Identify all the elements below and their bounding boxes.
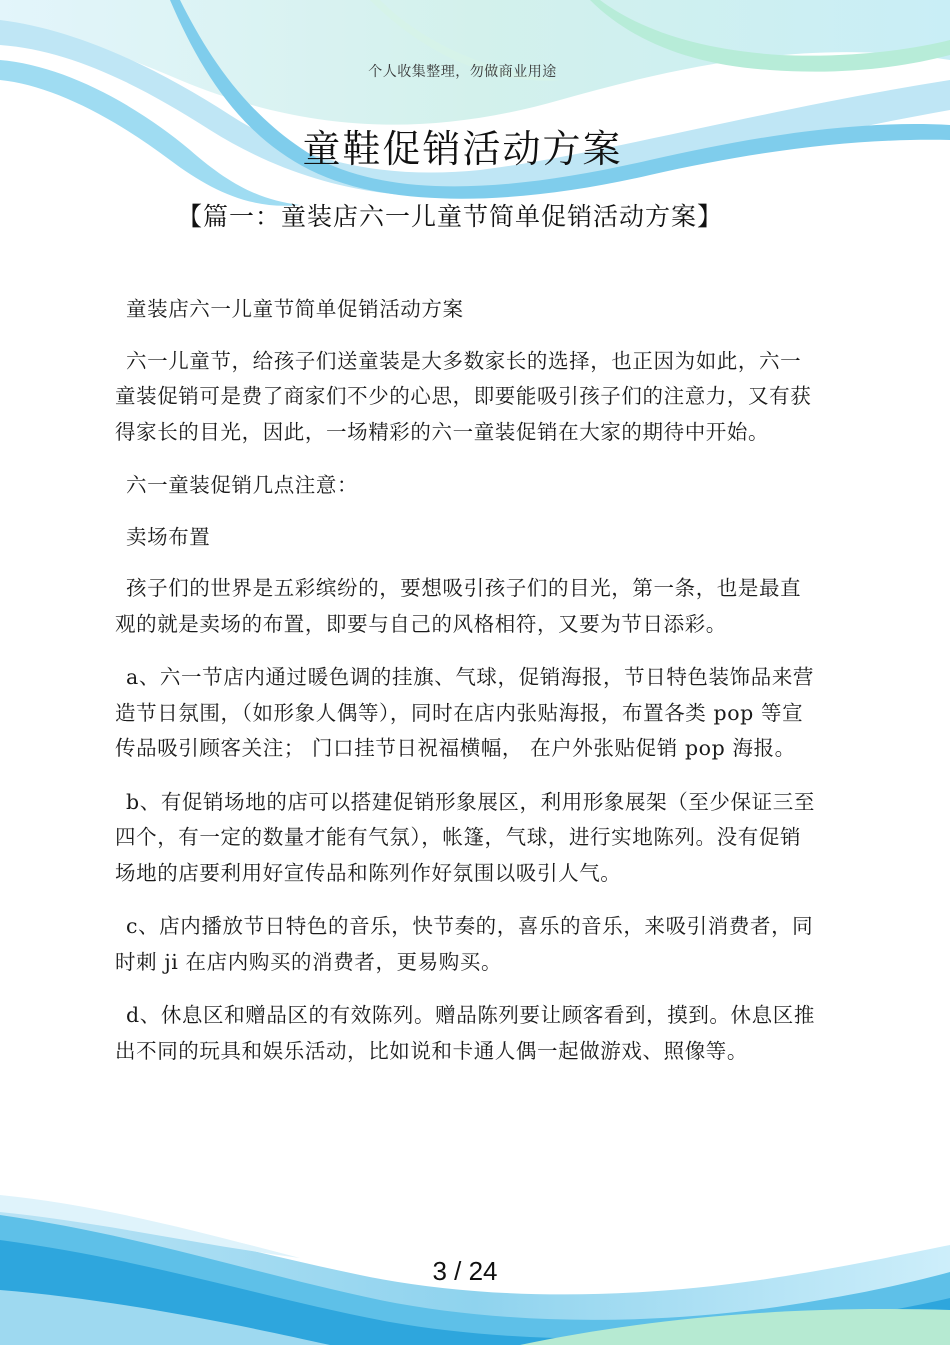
paragraph-item-c: c、店内播放节日特色的音乐，快节奏的，喜乐的音乐，来吸引消费者，同时刺 ji 在店内购买的消费者，更易购买。 <box>115 914 814 974</box>
paragraph-heading: 童装店六一儿童节简单促销活动方案 <box>126 297 464 321</box>
paragraph-section-heading: 卖场布置 <box>126 524 211 549</box>
section-subtitle: 【篇一：童装店六一儿童节简单促销活动方案】 <box>176 202 723 231</box>
watermark-note: 个人收集整理，勿做商业用途 <box>368 64 557 80</box>
paragraph-item-b: b、有促销场地的店可以搭建促销形象展区，利用形象展架（至少保证三至四个，有一定的数量才能有气氛），帐篷，气球，进行实地陈列。没有促销场地的店要利用好宣传品和陈列作好氛围以吸引人气。 <box>115 789 815 885</box>
paragraph-notes-heading: 六一童装促销几点注意： <box>126 473 359 497</box>
paragraph-item-a: a、六一节店内通过暖色调的挂旗、气球，促销海报，节日特色装饰品来营造节日氛围，（如形象人偶等），同时在店内张贴海报，布置各类 pop 等宣传品吸引顾客关注； 门口挂节日祝福横幅， 在户外张贴促销 pop 海报。 <box>115 665 815 760</box>
paragraph-intro: 六一儿童节，给孩子们送童装是大多数家长的选择，也正因为如此，六一童装促销可是费了商家们不少的心思，即要能吸引孩子们的注意力，又有获得家长的目光，因此，一场精彩的六一童装促销在大家的期待中开始。 <box>115 348 812 444</box>
document-title: 童鞋促销活动方案 <box>302 127 623 171</box>
document-body <box>115 292 815 1087</box>
paragraph-store-layout: 孩子们的世界是五彩缤纷的，要想吸引孩子们的目光，第一条，也是最直观的就是卖场的布置，即要与自己的风格相符，又要为节日添彩。 <box>115 576 802 636</box>
paragraph-item-d: d、休息区和赠品区的有效陈列。赠品陈列要让顾客看到，摸到。休息区推出不同的玩具和娱乐活动，比如说和卡通人偶一起做游戏、照像等。 <box>115 1003 815 1063</box>
page-number: 3 / 24 <box>432 1256 498 1286</box>
